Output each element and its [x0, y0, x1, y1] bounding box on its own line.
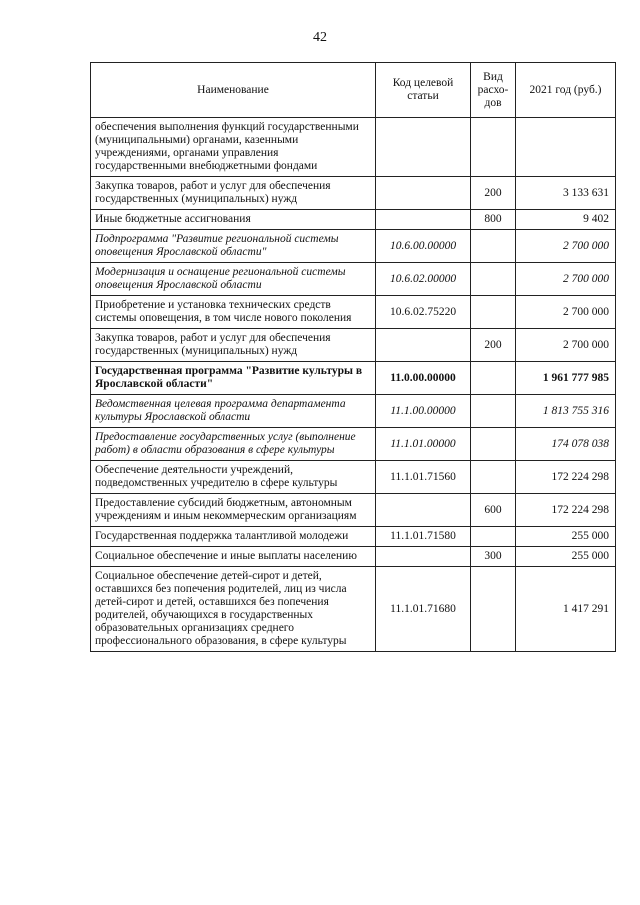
cell-code: 10.6.02.75220	[376, 296, 471, 329]
cell-name: Государственная программа "Развитие культуры в Ярославской области"	[91, 362, 376, 395]
table-row	[91, 494, 616, 527]
table-header-row	[91, 63, 616, 118]
cell-code: 11.1.01.00000	[376, 428, 471, 461]
header-type: Вид расхо-дов	[471, 63, 516, 118]
cell-amount: 174 078 038	[516, 428, 616, 461]
table-row	[91, 547, 616, 567]
cell-amount: 172 224 298	[516, 494, 616, 527]
table-row	[91, 230, 616, 263]
cell-code	[376, 210, 471, 230]
cell-amount: 255 000	[516, 547, 616, 567]
table-row	[91, 567, 616, 652]
cell-amount: 2 700 000	[516, 296, 616, 329]
cell-amount: 3 133 631	[516, 177, 616, 210]
cell-type	[471, 362, 516, 395]
table-row	[91, 177, 616, 210]
table-row	[91, 461, 616, 494]
cell-name: Обеспечение деятельности учреждений, подведомственных учредителю в сфере культуры	[91, 461, 376, 494]
cell-amount: 2 700 000	[516, 230, 616, 263]
cell-amount: 2 700 000	[516, 329, 616, 362]
cell-code	[376, 547, 471, 567]
cell-name: Социальное обеспечение детей-сирот и детей, оставшихся без попечения родителей, лиц из числа детей-сирот и детей, оставшихся без попечения родителей, обучающихся в государственных образовательных организациях среднего профессионального образования, в сфере культуры	[91, 567, 376, 652]
budget-table	[90, 62, 616, 652]
table-row	[91, 329, 616, 362]
cell-code	[376, 118, 471, 177]
cell-code: 11.1.01.71580	[376, 527, 471, 547]
cell-amount: 255 000	[516, 527, 616, 547]
table-row	[91, 210, 616, 230]
page-number: 42	[313, 30, 327, 45]
cell-type: 300	[471, 547, 516, 567]
cell-type: 800	[471, 210, 516, 230]
cell-type	[471, 395, 516, 428]
cell-code: 11.0.00.00000	[376, 362, 471, 395]
cell-code	[376, 177, 471, 210]
cell-amount: 172 224 298	[516, 461, 616, 494]
cell-type	[471, 567, 516, 652]
table-row	[91, 428, 616, 461]
header-code: Код целевой статьи	[376, 63, 471, 118]
cell-type	[471, 461, 516, 494]
cell-name: Модернизация и оснащение региональной системы оповещения Ярославской области	[91, 263, 376, 296]
table-row	[91, 527, 616, 547]
cell-type	[471, 263, 516, 296]
cell-name: обеспечения выполнения функций государственными (муниципальными) органами, казенными учреждениями, органами управления государственными внебюджетными фондами	[91, 118, 376, 177]
cell-name: Закупка товаров, работ и услуг для обеспечения государственных (муниципальных) нужд	[91, 329, 376, 362]
cell-amount: 1 417 291	[516, 567, 616, 652]
cell-code	[376, 329, 471, 362]
cell-code: 11.1.00.00000	[376, 395, 471, 428]
cell-amount: 9 402	[516, 210, 616, 230]
cell-name: Ведомственная целевая программа департамента культуры Ярославской области	[91, 395, 376, 428]
cell-name: Предоставление государственных услуг (выполнение работ) в области образования в сфере культуры	[91, 428, 376, 461]
cell-type: 200	[471, 329, 516, 362]
cell-code	[376, 494, 471, 527]
table-row	[91, 118, 616, 177]
cell-type	[471, 296, 516, 329]
cell-code: 10.6.00.00000	[376, 230, 471, 263]
table-row	[91, 263, 616, 296]
cell-type	[471, 428, 516, 461]
cell-name: Государственная поддержка талантливой молодежи	[91, 527, 376, 547]
header-amount: 2021 год (руб.)	[516, 63, 616, 118]
cell-type: 200	[471, 177, 516, 210]
header-name: Наименование	[91, 63, 376, 118]
cell-name: Подпрограмма "Развитие региональной системы оповещения Ярославской области"	[91, 230, 376, 263]
cell-name: Иные бюджетные ассигнования	[91, 210, 376, 230]
table-row	[91, 362, 616, 395]
cell-name: Предоставление субсидий бюджетным, автономным учреждениям и иным некоммерческим организациям	[91, 494, 376, 527]
cell-amount	[516, 118, 616, 177]
cell-code: 11.1.01.71560	[376, 461, 471, 494]
cell-name: Социальное обеспечение и иные выплаты населению	[91, 547, 376, 567]
cell-amount: 2 700 000	[516, 263, 616, 296]
cell-type	[471, 230, 516, 263]
cell-type: 600	[471, 494, 516, 527]
cell-name: Закупка товаров, работ и услуг для обеспечения государственных (муниципальных) нужд	[91, 177, 376, 210]
table-row	[91, 395, 616, 428]
cell-type	[471, 118, 516, 177]
cell-name: Приобретение и установка технических средств системы оповещения, в том числе нового поколения	[91, 296, 376, 329]
cell-amount: 1 813 755 316	[516, 395, 616, 428]
table-body	[91, 118, 616, 652]
cell-code: 11.1.01.71680	[376, 567, 471, 652]
cell-code: 10.6.02.00000	[376, 263, 471, 296]
table-row	[91, 296, 616, 329]
cell-type	[471, 527, 516, 547]
cell-amount: 1 961 777 985	[516, 362, 616, 395]
